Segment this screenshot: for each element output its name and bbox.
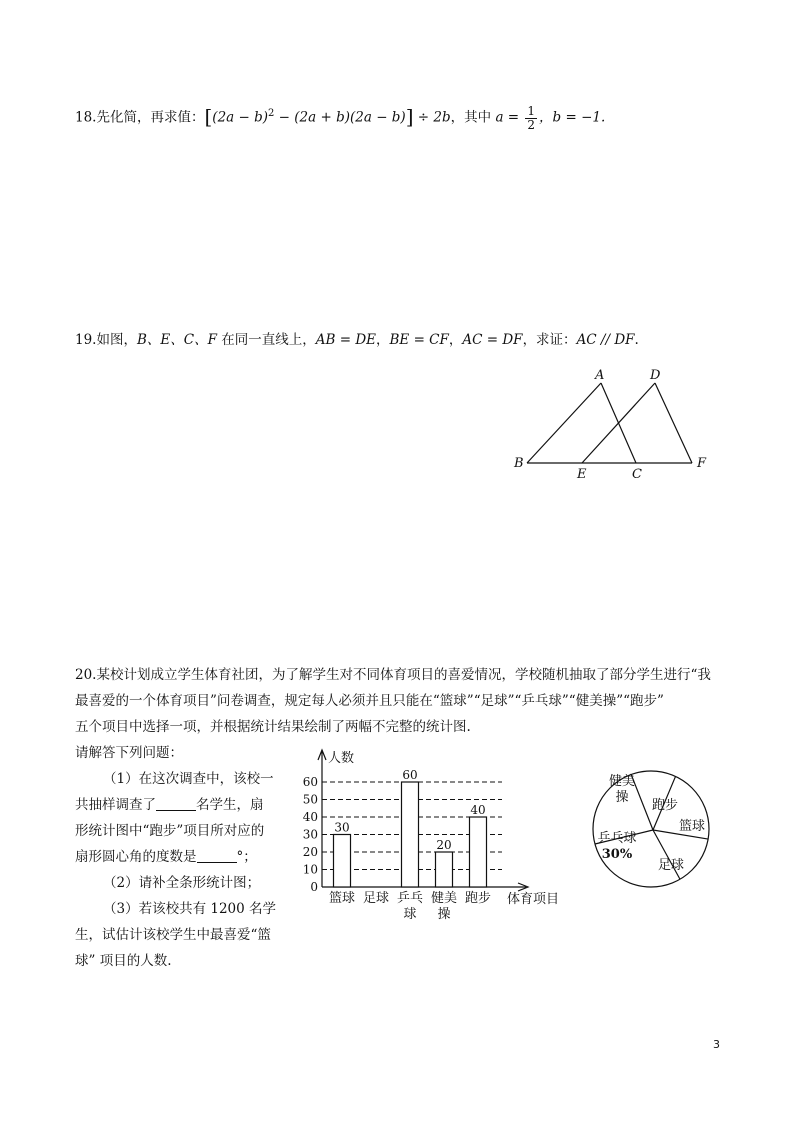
x-tick-label: 操: [437, 907, 451, 922]
segment-ed: [582, 383, 655, 463]
label-c: C: [632, 467, 642, 482]
q18-fraction: [525, 105, 537, 132]
triangle-figure: [505, 365, 720, 485]
q20-sub3-line2: 生，试估计该校学生中最喜爱“篮: [75, 927, 271, 943]
question-18: [75, 104, 605, 132]
y-tick-label: 20: [302, 845, 318, 859]
pie-label: 操: [615, 790, 629, 805]
bracket-open: [: [204, 104, 213, 129]
pie-label: 足球: [657, 858, 685, 873]
q20-intro-line2: 最喜爱的一个体育项目”问卷调查，规定每人必须并且只能在“篮球”“足球”“乒乓球”“健美操”“跑步”: [75, 693, 664, 709]
pie-label: 乒乓球: [597, 831, 637, 846]
y-tick-label: 0: [310, 880, 318, 894]
q20-intro-line4: 请解答下列问题：: [75, 745, 183, 761]
label-b: B: [514, 456, 524, 471]
pie-label: 篮球: [678, 819, 706, 834]
q19-cond3: AC = DF: [462, 332, 523, 348]
y-tick-label: 60: [302, 775, 318, 789]
q19-sep2: ，: [448, 332, 463, 348]
y-tick-label: 50: [302, 792, 318, 807]
x-tick-label: 健美: [430, 891, 458, 906]
y-tick-label: 30: [302, 827, 318, 842]
x-tick-label: 乒乓: [396, 891, 424, 906]
bar: [470, 817, 487, 887]
y-axis-label: 人数: [328, 751, 355, 766]
q20-sub1-line2: [75, 792, 285, 818]
q19-prefix: 19.如图，: [75, 332, 137, 348]
q19-points: B、E、C、F: [136, 332, 217, 348]
y-tick-label: 40: [302, 810, 318, 824]
q18-prefix: 18.先化简，再求值：: [75, 109, 205, 126]
q20-sub1-b: 共抽样调查了: [75, 797, 156, 813]
q19-goal: AC // DF: [576, 332, 635, 348]
bracket-close: ]: [405, 104, 414, 129]
x-tick-label: 球: [403, 907, 417, 922]
y-tick-label: 10: [302, 862, 318, 877]
label-e: E: [577, 467, 587, 482]
q20-sub3-line1: （3）若该校共有 1200 名学: [103, 901, 277, 917]
q18-expr-a: (2a − b): [212, 109, 269, 126]
q20-sub3-line3: 球” 项目的人数.: [75, 953, 172, 969]
segment-df: [655, 383, 692, 463]
bar: [436, 852, 453, 887]
page-number: 3: [713, 1038, 720, 1051]
q20-sub1-e: 扇形圆心角的度数是: [75, 849, 197, 865]
q18-expr-div: ÷ 2b: [413, 109, 451, 126]
q18-where: ，其中: [450, 109, 496, 126]
q18-fraction-num: 1: [527, 103, 536, 118]
q18-b-part: ，b = −1.: [539, 109, 606, 126]
q18-fraction-den: 2: [527, 117, 536, 132]
q19-cond2: BE = CF: [389, 332, 449, 348]
q19-sep1: ，: [376, 332, 390, 348]
answer-blank-2[interactable]: [197, 848, 237, 863]
x-tick-label: 足球: [362, 891, 390, 906]
pie-label: 跑步: [651, 798, 679, 813]
label-d: D: [650, 368, 661, 383]
label-a: A: [595, 368, 605, 383]
q20-intro-line1: 20.某校计划成立学生体育社团，为了解学生对不同体育项目的喜爱情况，学校随机抽取了部分学生进行“我: [75, 667, 711, 683]
x-tick-label: 跑步: [464, 891, 492, 906]
segment-ba: [527, 383, 601, 463]
q20-sub1-c: 名学生，扇: [196, 797, 264, 813]
q18-exponent: 2: [268, 108, 275, 119]
bar: [334, 835, 351, 888]
pie-label: 健美: [608, 774, 636, 789]
bar-value-label: 40: [470, 803, 486, 817]
q20-sub1-line3: 形统计图中“跑步”项目所对应的: [75, 823, 265, 839]
q18-expr-b: − (2a + b)(2a − b): [274, 109, 406, 126]
q20-intro-line3: 五个项目中选择一项，并根据统计结果绘制了两幅不完整的统计图.: [75, 719, 471, 735]
q19-sep3: ，求证：: [522, 332, 577, 348]
q20-sub1-f: °；: [236, 849, 257, 865]
q20-sub1-line1: （1）在这次调查中，该校一: [103, 771, 274, 787]
x-axis-label: 体育项目: [507, 892, 560, 907]
q20-sub1-line4: [75, 844, 285, 870]
bar: [402, 782, 419, 887]
bar-value-label: 30: [334, 820, 350, 835]
question-19: [75, 330, 639, 350]
x-tick-label: 篮球: [328, 891, 356, 906]
pie-chart: [585, 766, 720, 896]
q18-a-var: a =: [495, 109, 524, 126]
q19-end: .: [634, 332, 639, 348]
q19-mid: 在同一直线上，: [216, 332, 316, 348]
q19-cond1: AB = DE: [315, 332, 377, 348]
q20-subquestions: [75, 766, 285, 974]
bar-value-label: 60: [402, 768, 418, 782]
answer-blank-1[interactable]: [156, 796, 196, 811]
label-f: F: [697, 456, 707, 471]
bar-value-label: 20: [436, 838, 452, 852]
q20-sub2: （2）请补全条形统计图；: [103, 875, 261, 891]
pie-label: 30%: [601, 847, 633, 862]
bar-chart: [290, 742, 570, 932]
